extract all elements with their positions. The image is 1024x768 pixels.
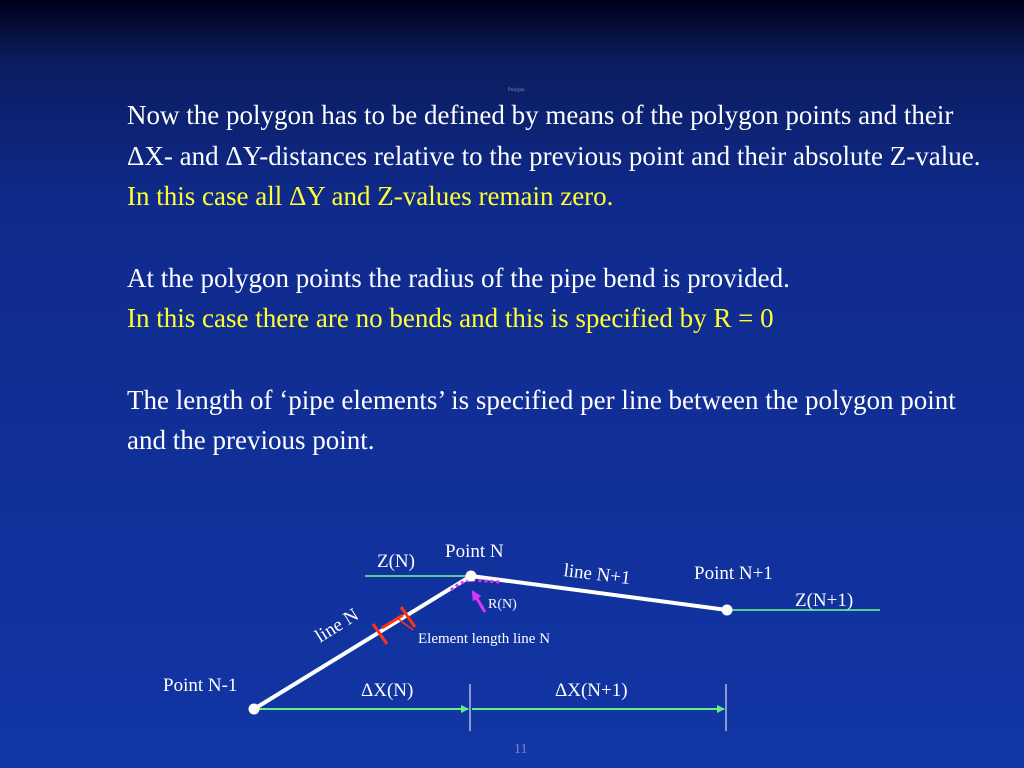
- paragraph-2-text: At the polygon points the radius of the pipe bend is provided.: [127, 262, 790, 293]
- page-number: 11: [514, 742, 528, 757]
- paragraph-3-text: The length of ‘pipe elements’ is specified per line between the polygon point and the previous point.: [127, 384, 956, 455]
- paragraph-1-text: Now the polygon has to be defined by means of the polygon points and their ΔX- and ΔY-distances relative to the previous point and their absolute Z-value.: [127, 100, 981, 171]
- label-point-n: Point N: [445, 541, 504, 562]
- point-n-plus-1-dot: [722, 605, 733, 616]
- label-line-n-plus-1: line N+1: [562, 560, 632, 590]
- point-n-dot: [466, 571, 477, 582]
- label-z-n: Z(N): [377, 551, 415, 572]
- label-element-length: Element length line N: [418, 631, 551, 647]
- slide-tiny-mark: Polygon: [508, 88, 525, 93]
- label-point-n-minus-1: Point N-1: [163, 675, 238, 696]
- label-line-n: line N: [311, 604, 363, 648]
- label-dx-n: ΔX(N): [361, 680, 414, 701]
- label-z-n-plus-1: Z(N+1): [795, 590, 854, 611]
- label-point-n-plus-1: Point N+1: [694, 563, 773, 584]
- paragraph-1-highlight: In this case all ΔY and Z-values remain zero.: [127, 181, 614, 211]
- paragraph-2-highlight: In this case there are no bends and this is specified by R = 0: [127, 303, 774, 333]
- label-r-n: R(N): [488, 597, 517, 612]
- radius-arrow: [473, 592, 485, 612]
- point-n-minus-1-dot: [249, 704, 260, 715]
- label-dx-n-plus-1: ΔX(N+1): [555, 680, 628, 701]
